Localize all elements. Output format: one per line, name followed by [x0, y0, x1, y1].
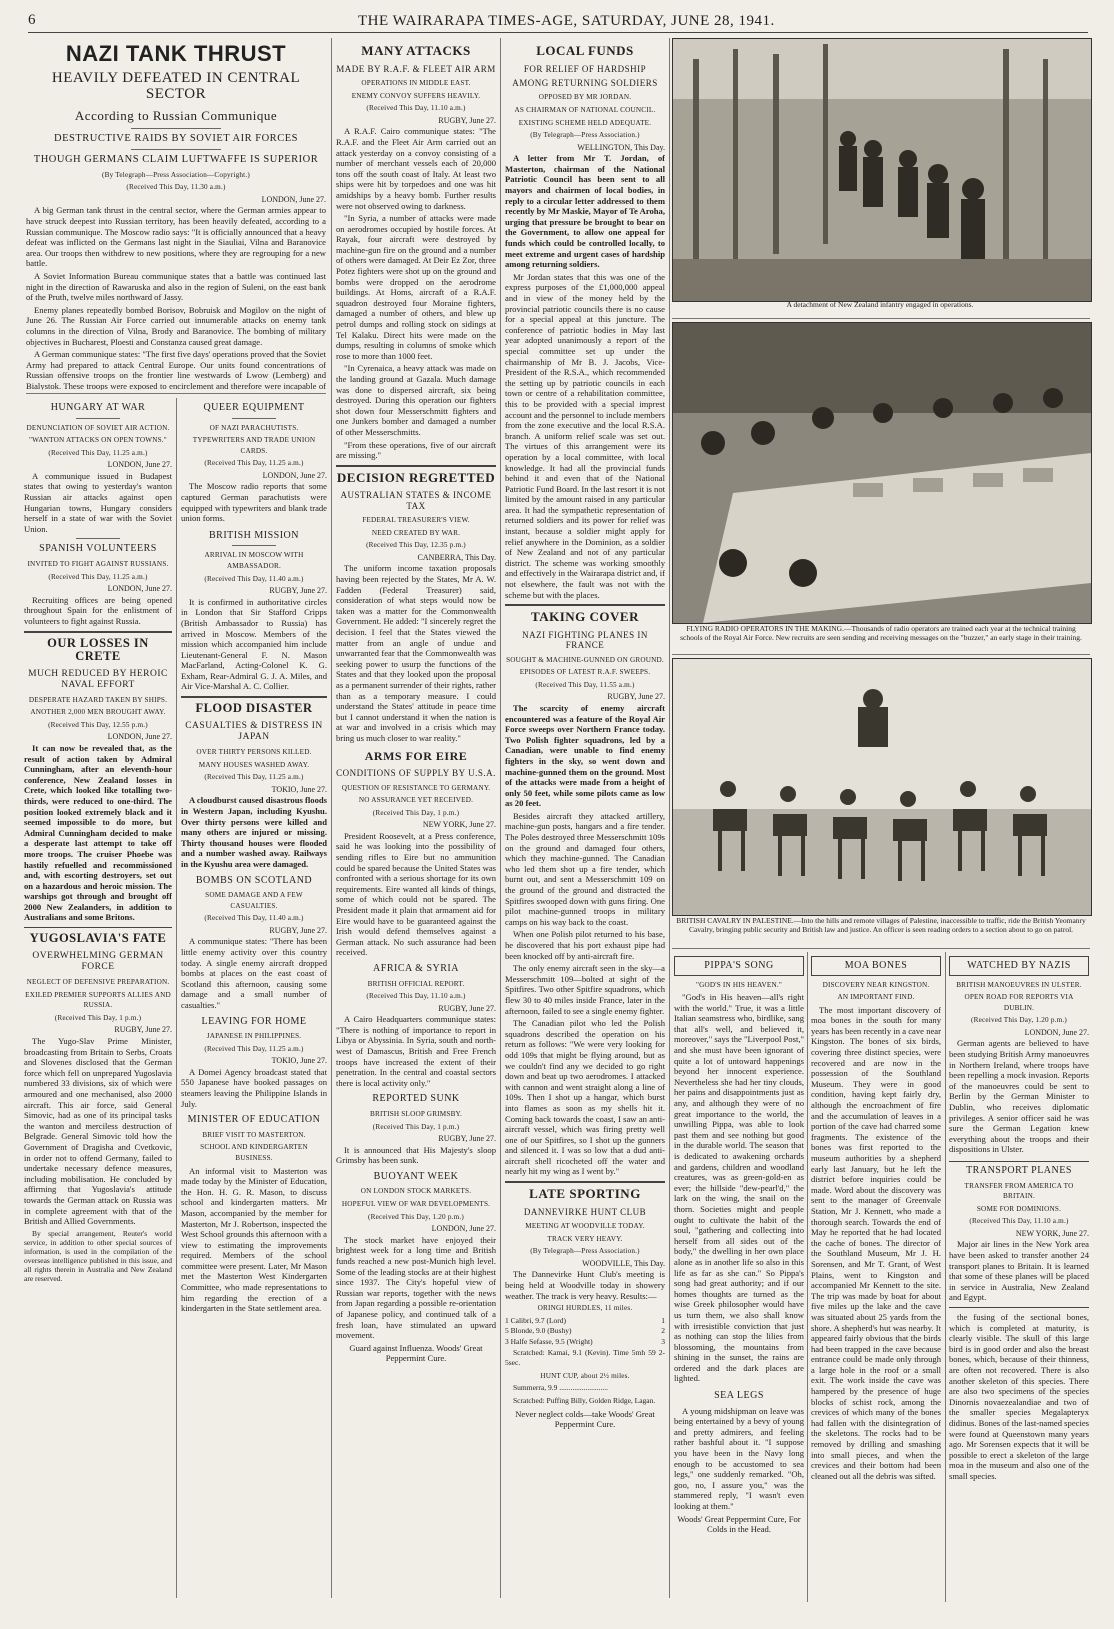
- subheadline: NO ASSURANCE YET RECEIVED.: [358, 796, 474, 805]
- subheadline: MUCH REDUCED BY HEROIC NAVAL EFFORT: [28, 668, 168, 690]
- received-line: (Received This Day, 11.30 a.m.): [126, 183, 226, 192]
- dateline: NEW YORK, June 27.: [422, 820, 496, 830]
- dateline: RUGBY, June 27.: [269, 925, 327, 935]
- divider: [336, 465, 496, 467]
- received-line: (Received This Day, 11.25 a.m.): [204, 1044, 304, 1053]
- photo-caption: FLYING RADIO OPERATORS IN THE MAKING.—Thousands of radio operators are trained each year at the technical training schools of the Royal Air Force. New recruits are seen sending and receiving messages on the "buzzer," an early stage in their training.: [680, 624, 1082, 642]
- paragraph: German agents are believed to have been studying British Army manoeuvres in Northern Ireland, where troops have been repelling a mock invasion. Reports of the manoeuvres could be sent to Berlin by the German Minister to Dublin, who receives diplomatic privileges. A senior officer said he was sure the German Legation knew everything about the troops and their dispositions in Ulster.: [949, 1038, 1089, 1155]
- subheadline: NEGLECT OF DEFENSIVE PREPARATION.: [26, 978, 170, 987]
- subheadline: QUESTION OF RESISTANCE TO GERMANY.: [341, 783, 491, 792]
- photo-radio-operators: [672, 322, 1092, 624]
- subheadline: SCHOOL AND KINDERGARTEN BUSINESS.: [200, 1143, 308, 1162]
- cavalry-image: [673, 659, 1091, 915]
- headline-spain: SPANISH VOLUNTEERS: [39, 543, 157, 555]
- subheadline: BRITISH SLOOP GRIMSBY.: [369, 1109, 463, 1118]
- paragraph: It can now be revealed that, as the result of action taken by Admiral Cunningham, after an eleventh-hour conference, New Zealand losses in Crete, which looked like totalling two-thirds, were reduced to one-third. The position looked extremely black and it seemed impossible to do more, but Admiral Cunningham decided to make a desperate last attempt to take off more troops. The cruiser Phoebe was hastily refuelled and recommissioned and, with escorting destroyers, set out on a hazardous and heroic mission. The warships got through and brought off 2000 New Zealanders, in addition to Australians and some Britons.: [24, 742, 172, 923]
- paragraph: Besides aircraft they attacked artillery, machine-gun posts, hangars and a fire tender. The Poles destroyed three Messerschmitt 109s on the ground and damaged four others, which they machine-gunned. The Canadian who led them shot up a fire tender, which burnt out, and sent a Messerschmitt 109 on the ground of the ground and distracted the Spitfires swooped down with guns firing. One pilot machine-gunned troops in military camps on his way back to the coast.: [505, 810, 665, 927]
- subheadline: SOUGHT & MACHINE-GUNNED ON GROUND.: [506, 655, 664, 664]
- subheadline: DESPERATE HAZARD TAKEN BY SHIPS.: [28, 695, 168, 704]
- table-row: [505, 1316, 665, 1327]
- masthead-title: THE WAIRARAPA TIMES-AGE, SATURDAY, JUNE 28, 1941.: [358, 13, 775, 29]
- headline-queer-equipment: QUEER EQUIPMENT: [203, 402, 305, 413]
- paragraph: It is announced that His Majesty's sloop Grimsby has been sunk.: [336, 1144, 496, 1166]
- subheadline: BRITISH MANOEUVRES IN ULSTER.: [956, 980, 1082, 989]
- paragraph: A letter from Mr T. Jordan, of Masterton, chairman of the National Patriotic Council has been sent to all mayors and chairmen of local bodies, in reply to a circular letter addressed to them recently by Mr Maskie, Mayor of Te Aroha, urging that pressure be brought to bear on the Government, to allow one appeal for funds which could be controlled locally, to meet extreme and urgent cases of hardship among returning soldiers.: [505, 153, 665, 270]
- paragraph: The Moscow radio reports that some captured German parachutists were equipped with typewriters and blank trade union forms.: [181, 481, 327, 524]
- dateline: CANBERRA, This Day.: [417, 552, 496, 562]
- divider: [505, 604, 665, 606]
- received-line: (Received This Day, 11.25 a.m.): [204, 459, 304, 468]
- column-rule: [669, 38, 670, 1598]
- headline-moa-bones: MOA BONES: [811, 956, 941, 976]
- headline-crete: OUR LOSSES IN CRETE: [47, 635, 149, 663]
- article-nazi-tank-thrust: [26, 38, 326, 390]
- subheadline: SOME DAMAGE AND A FEW CASUALTIES.: [205, 891, 303, 910]
- subheadline: EXISTING SCHEME HELD ADEQUATE.: [518, 118, 652, 127]
- column-5: [674, 952, 804, 1602]
- credit-line: (By Telegraph—Press Association—Copyright.): [102, 170, 250, 179]
- subheadline: OF NAZI PARACHUTISTS.: [209, 423, 299, 432]
- subheadline: THOUGH GERMANS CLAIM LUFTWAFFE IS SUPERIOR: [33, 153, 319, 165]
- subheadline: OPPOSED BY MR JORDAN.: [538, 93, 632, 102]
- paragraph: The Dannevirke Hunt Club's meeting is being held at Woodville today in showery weather. The track is very heavy. Results:—: [505, 1269, 665, 1301]
- headline-arms-eire: ARMS FOR EIRE: [364, 748, 468, 763]
- paragraph: A communique issued in Budapest states that owing to yesterday's wanton Russian air attacks against open Hungarian towns, Hungary considers herself in a state of war with the Soviet Union.: [24, 470, 172, 534]
- divider: [232, 418, 276, 419]
- divider: [131, 128, 221, 129]
- column-rule: [331, 38, 332, 1598]
- headline-transport-planes: TRANSPORT PLANES: [949, 1161, 1089, 1177]
- paragraph: Mr Jordan states that this was one of the express purposes of the £1,000,000 appeal and in view of the money held by the provincial patriotic councils there is no cause for a special appeal at this juncture. The conference of patriotic bodies in May last year adopted unanimously a report of the special committee set up under the chairmanship of Mr B. J. Jacobs, Vice-President of the R.S.A., which recommended the setting up by patriotic councils in each town or centre of a rehabilitation committee, this to be provided with a special imprest account and the personnel to include members from the zone executive and the local R.S.A. branch. A uniform relief scale was set out. The virtues of this arrangement were its operation by a local committee, with local knowledge. It had all the provincial funds behind it and even that of the National Patriotic Fund Board. In the last resort it is not limited by the amount raised in any particular area. It had the sympathetic representation of returned soldiers and its power for relief was instant, because a soldier might apply for relief anywhere in the Dominion, as a soldier of New Zealand and not of any particular district. The scheme was working smoothly and effectively in the Wairarapa district and, if not elsewhere, the fault was not with the scheme but with the places.: [505, 271, 665, 600]
- radio-operators-image: [673, 323, 1091, 623]
- photo-caption: A detachment of New Zealand infantry engaged in operations.: [786, 300, 974, 309]
- subheadline: TRANSFER FROM AMERICA TO BRITAIN.: [964, 1181, 1074, 1201]
- subheadline: MANY HOUSES WASHED AWAY.: [198, 760, 310, 769]
- paragraph: The stock market have enjoyed their brightest week for a long time and British funds reached a new post-Munich high level. Some of the leading stocks are at their highest since 1937. The City's hopeful view of Russian war reports, together with the news from Japan regarding a possible re-orientation of Japanese policy, and continued talk of a fresh loan, have stimulated an upward movement.: [336, 1234, 496, 1341]
- column-2-lower: [181, 398, 327, 1598]
- infantry-image: [673, 39, 1091, 301]
- subheadline: MEETING AT WOODVILLE TODAY.: [525, 1222, 645, 1231]
- subheadline: BRITISH OFFICIAL REPORT.: [367, 979, 465, 988]
- paragraph: The uniform income taxation proposals having been rejected by the States, Mr A. W. Fadden (Federal Treasurer) said, consideration of what steps would now be taken was a matter for the Commonwealth Government. He added: "I sincerely regret the decision. I feel that the States viewed the matter from an angle of undue and unwarranted fear that the Commonwealth was seeking power to usurp the functions of the States and that they looked upon the proposal as a permanent surrender of their rights, rather than as a temporary measure. I could understand the States' attitude in peace time but I cannot understand it when the nation is at war and involved in a crisis which may bring us much closer to war reality.": [336, 563, 496, 743]
- subheadline: HOPEFUL VIEW OF WAR DEVELOPMENTS.: [341, 1200, 491, 1208]
- place-cell: 3: [661, 1336, 665, 1346]
- received-line: (Received This Day, 11.40 a.m.): [204, 914, 304, 923]
- received-line: (Received This Day, 12.55 p.m.): [48, 720, 148, 729]
- received-line: (Received This Day, 11.25 a.m.): [48, 448, 148, 457]
- table-row: [505, 1337, 665, 1348]
- subheadline: AS CHAIRMAN OF NATIONAL COUNCIL.: [514, 105, 656, 114]
- paragraph: The Canadian pilot who led the Polish squadrons described the operation on his return as follows: "We were very looking for odd 109s that might be flying around, but as we couldn't find any we decided to go right down and beat up two aerodromes. I attacked with cannon and went straight along a line of 109s. Then I shot up a hangar, which burst into flames as soon as my shells hit it. Coming back towards the coast, I saw an anti-aircraft vessel, which was firing pretty well one of our Spitfires, so I shot up the gunners and silenced it. I was so low that a dud anti-aircraft shell ricocheted off the water and nearly hit my wing as I went by.": [505, 1018, 665, 1177]
- subheadline: DENUNCIATION OF SOVIET AIR ACTION.: [26, 423, 170, 432]
- headline-pippas-song: PIPPA'S SONG: [674, 956, 804, 976]
- paragraph: A Soviet Information Bureau communique states that a battle was continued last night in the direction of Rawaruska and also in the region of Suleni, on the east bank of the Pruth, twelve miles northward of Jassy.: [26, 271, 326, 303]
- divider: [181, 696, 327, 698]
- subheadline: ARRIVAL IN MOSCOW WITH AMBASSADOR.: [204, 551, 304, 570]
- subheadline: ANOTHER 2,000 MEN BROUGHT AWAY.: [30, 708, 166, 717]
- received-line: (Received This Day, 1.20 p.m.): [367, 1212, 465, 1221]
- column-3: [336, 40, 496, 1602]
- subheadline: CASUALTIES & DISTRESS IN JAPAN: [185, 721, 323, 743]
- headline-flood: FLOOD DISASTER: [195, 701, 313, 716]
- advertisement: Never neglect colds—take Woods' Great Peppermint Cure.: [515, 1408, 655, 1430]
- headline-sea-legs: SEA LEGS: [714, 1390, 764, 1402]
- paragraph: A R.A.F. Cairo communique states: "The R.A.F. and the Fleet Air Arm carried out an attack yesterday on a convoy consisting of a number of merchant vessels each of 20,000 tons off the south coast of Italy. At least two ships were hit by torpedoes and one was hit amidships by a heavy bomb. Further results were not observed owing to darkness.: [336, 126, 496, 211]
- headline-many-attacks: MANY ATTACKS: [361, 43, 471, 58]
- photo-cavalry: [672, 658, 1092, 916]
- dateline: TOKIO, June 27.: [271, 1056, 327, 1066]
- headline: NAZI TANK THRUST: [65, 41, 287, 66]
- masthead: [28, 10, 1088, 33]
- headline-taking-cover: TAKING COVER: [531, 609, 639, 625]
- subheadline: SOME FOR DOMINIONS.: [976, 1204, 1062, 1213]
- received-line: (Received This Day, 11.10 a.m.): [969, 1217, 1069, 1226]
- column-rule: [807, 952, 808, 1602]
- divider: [76, 538, 120, 539]
- place-cell: 1: [661, 1315, 665, 1325]
- subheadline: According to Russian Communique: [74, 107, 278, 123]
- headline-minister-education: MINISTER OF EDUCATION: [187, 1114, 321, 1126]
- subheadline: FEDERAL TREASURER'S VIEW.: [362, 516, 470, 525]
- paragraph: A big German tank thrust in the central sector, where the German armies appear to have struck deepest into Russian territory, has been heavily defeated, according to a Russian communique. The Moscow radio says: "It is officially announced that a heavy defeat was inflicted on the Germans last night in the Siauliai, Vilna and Baranovice area. Our troops then withdrew to new positions, where they are regrouping for a new battle.: [26, 205, 326, 269]
- dateline: RUGBY, June 27.: [114, 1025, 172, 1035]
- subheadline: DESTRUCTIVE RAIDS BY SOVIET AIR FORCES: [54, 132, 298, 144]
- subheadline: TRACK VERY HEAVY.: [547, 1234, 623, 1243]
- headline-british-mission: BRITISH MISSION: [208, 529, 299, 541]
- subheadline: MADE BY R.A.F. & FLEET AIR ARM: [336, 63, 496, 74]
- paragraph: It is confirmed in authoritative circles in London that Sir Stafford Cripps (British Ambassador to Russia) has arrived in Moscow. Members of the mission which accompanied him include Lieutenant-General F. N. Mason MacFarland, Acting-Colonel K. G. Exham, Rear-Admiral G. J. A. Miles, and Air Vice-Marshal A. C. Collier.: [181, 596, 327, 692]
- subheadline: ON LONDON STOCK MARKETS.: [360, 1187, 472, 1196]
- dateline: NEW YORK, June 27.: [1015, 1228, 1089, 1238]
- dateline: RUGBY, June 27.: [438, 115, 496, 125]
- dateline: RUGBY, June 27.: [607, 692, 665, 702]
- dateline: LONDON, June 27.: [1024, 1027, 1089, 1037]
- race-title: ORINGI HURDLES, 11 miles.: [537, 1304, 633, 1313]
- dateline: RUGBY, June 27.: [269, 586, 327, 596]
- paragraph: The most important discovery of moa bones in the south for many years has been recently in a cave near Kingston. The bones of six birds, covering three distinct species, were recovered and are now in the possession of the Southland Museum. They were in good condition, having kept fairly dry, although the encroachment of fire and the accumulation of leaves in a portion of the cave had charred some fragments. The existence of the bones was first reported to the museum authorities by a shepherd early last January, but he left the district before inquiries could be made. Word about the discovery was sent to the manager of Greenvale Station, Mr J. Kennett, who made a thorough search. Towards the end of May he reported that he had located the cache of bones. The director of the Southland Museum, Mr J. H. Sorensen, and Mr T. Grant, of West Plains, went to Kingston and accompanied Mr Kennett to the site. The trip was made by boat for about five miles up the lake and the cave was situated about 25 yards from the shore. A shepherd's hut was nearby. It appeared fairly obvious that the birds had been trapped in the cave because entrance could be made only through a large hole in the roof or a small exit. The work inside the cave was hampered by the presence of huge blocks of schist rock, among the crevices of which many of the bones had fallen with the disintegration of the skeletons. The rocks had to be removed by drilling and smashing into small pieces, and when the crevices and their bottom had been cleaned out all the debris was sifted.: [811, 1004, 941, 1481]
- headline-watched-by-nazis: WATCHED BY NAZIS: [949, 956, 1089, 976]
- paragraph: The Yugo-Slav Prime Minister, broadcasting from Britain to Serbs, Croats and Slovenes disclosed that the German force which fell on unprepared Yugoslavia numbered 33 divisions, six of which were armoured and one mechanised, also 2000 aircraft. This air force, said General Simovic, had as one of its principal tasks the wanton and merciless destruction of Belgrade. General Simovic told how the Government of Dragisha and Cvetkovic, in order not to offend Germany, failed to undertake necessary defence measures, including mobilisation. He concluded by affirming that Yugoslavia's attitude towards the German attack on Russia was in complete agreement with that of the British and Allied Governments.: [24, 1036, 172, 1227]
- paragraph: "In Syria, a number of attacks were made on aerodromes occupied by hostile forces. At Rayak, four aircraft were destroyed by machine-gun fire on the ground and a number of others were damaged. At Deir Ez Zor, three Potez fighters were shot up on the ground and bombs were dropped on the aerodrome buildings. At Homs, aircraft of a R.A.F. squadron destroyed four Moraine fighters, damaged a number of others, and blew up petrol dumps and rolling stock on sidings at Tel Kalaku. Direct hits were made on the dumps, resulting in columns of smoke which rose to more than 1000 feet.: [336, 213, 496, 361]
- headline-decision-regretted: DECISION REGRETTED: [336, 469, 496, 485]
- subheadline: INVITED TO FIGHT AGAINST RUSSIANS.: [27, 559, 169, 568]
- subheadline: JAPANESE IN PHILIPPINES.: [206, 1032, 302, 1041]
- paragraph: A communique states: "There has been little enemy activity over this country today. A single enemy aircraft dropped bombs at places on the east coast of Scotland this afternoon, causing some damage and a small number of casualties.": [181, 936, 327, 1010]
- subheadline: DISCOVERY NEAR KINGSTON.: [822, 980, 930, 989]
- headline-africa-syria: AFRICA & SYRIA: [373, 963, 459, 974]
- subheadline: "GOD'S IN HIS HEAVEN.": [695, 980, 783, 989]
- dateline: LONDON, June 27.: [262, 470, 327, 480]
- divider: [672, 654, 1090, 655]
- subheadline: OPERATIONS IN MIDDLE EAST.: [361, 78, 471, 87]
- paragraph: A young midshipman on leave was being entertained by a bevy of young and pretty admirers, and feeling rather bashful about it. "I suppose you have been in the Navy long enough to be accustomed to sea legs," one suddenly remarked. "Oh, goo, no, I assure you," was the stammered reply, "I wasn't even looking at them.": [674, 1405, 804, 1511]
- credit-line: (By Telegraph—Press Association.): [530, 131, 640, 140]
- subheadline: ENEMY CONVOY SUFFERS HEAVILY.: [351, 91, 481, 100]
- dateline: TOKIO, June 27.: [271, 784, 327, 794]
- paragraph: "In Cyrenaica, a heavy attack was made on the landing ground at Gazala. Much damage was done to dispersed aircraft, six being destroyed. During this operation our fighters shot down four Messerschmitt fighters and one Junkers bomber and damaged a number of other Messerschmitts.: [336, 363, 496, 437]
- subheadline: EXILED PREMIER SUPPORTS ALLIES AND RUSSIA.: [25, 990, 171, 1010]
- paragraph: A Cairo Headquarters communique states: "There is nothing of importance to report in Libya or Abyssinia. In Syria, south and north-west of Damascus, British and Free French troops have increased the extent of their penetration. In the central and coastal sectors there is local activity only.": [336, 1014, 496, 1088]
- horse-cell: 3 Halfe Sefasse, 9.5 (Wright): [505, 1336, 593, 1346]
- received-line: (Received This Day, 11.25 a.m.): [48, 572, 148, 581]
- paragraph: A cloudburst caused disastrous floods in Western Japan, including Kyushu. Over thirty persons were killed and many others are injured or missing. Thirty thousand houses were flooded and a number washed away. Railways in the Kyushu area were damaged.: [181, 795, 327, 869]
- dateline: LONDON, June 27.: [431, 1224, 496, 1234]
- paragraph: A Domei Agency broadcast stated that 550 Japanese have booked passages on steamers leaving the Philippine Islands in July.: [181, 1066, 327, 1109]
- horse-cell: 5 Blonde, 9.0 (Bushy): [505, 1326, 572, 1336]
- column-rule: [945, 952, 946, 1602]
- dateline: WOODVILLE, This Day.: [582, 1258, 665, 1268]
- subheadline: FOR RELIEF OF HARDSHIP: [523, 63, 647, 74]
- paragraph: Major air lines in the New York area have been asked to transfer another 24 transport planes to Britain. It is learned that some of these planes will be placed in service in Australia, New Zealand and Egypt.: [949, 1239, 1089, 1303]
- page-number: 6: [28, 12, 36, 28]
- paragraph: President Roosevelt, at a Press conference, said he was looking into the possibility of sending rifles to Eire but no ammunition could be spared because the United States was confronted with a serious shortage for its own requirements. Eire wanted all kinds of things, some of which could not be spared. The President made it plain that armament aid for Eire would have to be guaranteed against the Irish would defend themselves against a German attack. No such assurance had been received.: [336, 830, 496, 958]
- photo-caption: BRITISH CAVALRY IN PALESTINE.—Into the hills and remote villages of Palestine, inaccessible to traffic, ride the British Yeomanry Cavalry, bringing public security and British law and justice. An officer is seen reading orders to a section about to go on patrol.: [676, 916, 1086, 934]
- subheadline: AN IMPORTANT FIND.: [837, 993, 915, 1002]
- divider: [24, 927, 172, 928]
- paragraph: By special arrangement, Reuter's world service, in addition to other special sources of information, is used in the compilation of the overseas intelligence published in this issue, and all rights therein in Australia and New Zealand are reserved.: [24, 1228, 172, 1283]
- dateline: LONDON, June 27.: [107, 732, 172, 742]
- advertisement: Guard against Influenza. Woods' Great Peppermint Cure.: [349, 1342, 483, 1364]
- received-line: (Received This Day, 1 p.m.): [54, 1013, 142, 1022]
- column-1-lower: [24, 398, 172, 1598]
- paragraph: Recruiting offices are being opened throughout Spain for the enlistment of volunteers to fight against Russia.: [24, 594, 172, 626]
- dateline: LONDON, June 27.: [261, 194, 326, 204]
- dateline: LONDON, June 27.: [107, 584, 172, 594]
- results-table: [505, 1316, 665, 1348]
- headline-leaving-home: LEAVING FOR HOME: [201, 1015, 307, 1027]
- received-line: (Received This Day, 11.40 a.m.): [204, 574, 304, 583]
- dateline: RUGBY, June 27.: [438, 1003, 496, 1013]
- subheadline: HEAVILY DEFEATED IN CENTRAL SECTOR: [51, 70, 301, 102]
- dateline: RUGBY, June 27.: [438, 1134, 496, 1144]
- column-7: [949, 952, 1089, 1602]
- table-row: [505, 1326, 665, 1337]
- dateline: LONDON, June 27.: [107, 460, 172, 470]
- horse-cell: 1 Calibri, 9.7 (Lord): [505, 1315, 567, 1325]
- divider: [232, 545, 276, 546]
- subheadline: OVERWHELMING GERMAN FORCE: [32, 951, 164, 973]
- subheadline: NAZI FIGHTING PLANES IN FRANCE: [522, 629, 648, 651]
- subheadline: EPISODES OF LATEST R.A.F. SWEEPS.: [519, 668, 651, 677]
- column-rule: [26, 393, 326, 394]
- divider: [672, 948, 1090, 949]
- subheadline: AUSTRALIAN STATES & INCOME TAX: [340, 490, 492, 511]
- race-title: HUNT CUP, about 2½ miles.: [540, 1371, 630, 1380]
- paragraph: Summerra, 9.9 ..........................: [513, 1383, 608, 1393]
- paragraph: Scratched: Kamai, 9.1 (Kevin). Time 5mh 59 2-5sec.: [505, 1347, 665, 1368]
- column-4: [505, 40, 665, 1602]
- received-line: (Received This Day, 11.10 a.m.): [366, 104, 466, 113]
- headline-reported-sunk: REPORTED SUNK: [372, 1093, 460, 1105]
- subheadline: DANNEVIRKE HUNT CLUB: [523, 1206, 647, 1217]
- received-line: (Received This Day, 12.35 p.m.): [366, 541, 466, 550]
- paragraph: A German communique states: "The first five days' operations proved that the Soviet Army had prepared to attack Central Europe. Our units found concentrations of Russian offensive troops on the frontier line westwards of Lwow (Lemberg) and Bialystok. These troops were exposed to encirclement and therefore were incapable of: [26, 349, 326, 390]
- advertisement: Woods' Great Peppermint Cure, For Colds in the Head.: [677, 1513, 801, 1535]
- headline-late-sporting: LATE SPORTING: [529, 1186, 641, 1202]
- subheadline: OPEN ROAD FOR REPORTS VIA DUBLIN.: [964, 993, 1074, 1012]
- received-line: (Received This Day, 1 p.m.): [372, 808, 460, 817]
- divider: [76, 418, 120, 419]
- divider: [505, 1181, 665, 1183]
- paragraph: Enemy planes repeatedly bombed Borisov, Bobruisk and Mogilov on the night of June 26. The Russian Air Force carried out innumerable attacks on enemy tank columns in the direction of Vilna, Brody and Baranovice. The bombing of military objectives in Bucharest, Ploesti and Constanza caused great damage.: [26, 304, 326, 347]
- subheadline: AMONG RETURNING SOLDIERS: [512, 77, 658, 88]
- column-rule: [176, 398, 177, 1598]
- divider: [131, 149, 221, 150]
- paragraph: The only enemy aircraft seen in the sky—a Messerschmitt 109—bolted at sight of the Spitfires. Two other Spitfire squadrons, which flew 30 to 40 miles inside France, later in the afternoon, failed to see a single enemy fighter.: [505, 963, 665, 1016]
- place-cell: 2: [661, 1326, 665, 1336]
- dateline: WELLINGTON, This Day.: [577, 142, 665, 152]
- paragraph: When one Polish pilot returned to his base, he discovered that his port exhaust pipe had been knocked off by anti-aircraft fire.: [505, 929, 665, 961]
- paragraph: An informal visit to Masterton was made today by the Minister of Education, the Hon. H. G. R. Mason, to discuss school and kindergarten matters. Mr Mason, accompanied by the member for Masterton, Mr J. Robertson, inspected the West School grounds this afternoon with a view to estimating the improvements required. Members of the school committee were present. Later, Mr Mason met the Masterton West Kindergarten Committee, who made representations to him regarding the erection of a kindergarten in the State settlement area.: [181, 1165, 327, 1314]
- paragraph: "From these operations, five of our aircraft are missing.": [336, 439, 496, 461]
- received-line: (Received This Day, 11.10 a.m.): [366, 992, 466, 1001]
- received-line: (Received This Day, 11.25 a.m.): [204, 773, 304, 782]
- subheadline: CONDITIONS OF SUPPLY BY U.S.A.: [336, 768, 496, 779]
- subheadline: BRIEF VISIT TO MASTERTON.: [202, 1130, 306, 1139]
- credit-line: (By Telegraph—Press Association.): [530, 1247, 640, 1256]
- received-line: (Received This Day, 1 p.m.): [372, 1122, 460, 1131]
- headline-hungary: HUNGARY AT WAR: [50, 402, 146, 413]
- column-6: [811, 952, 941, 1602]
- subheadline: NEED CREATED BY WAR.: [371, 528, 461, 537]
- subheadline: OVER THIRTY PERSONS KILLED.: [196, 748, 312, 757]
- paragraph: The scarcity of enemy aircraft encountered was a feature of the Royal Air Force sweeps over Northern France today. Two Polish fighter squadrons, led by a Canadian, were unable to find enemy fighters in the sky, so went down and machine-gunned them on the ground. Most of the attacks were made from a height of only 50 feet, while some pilots came as low as 20 feet.: [505, 702, 665, 809]
- divider: [672, 318, 1090, 319]
- subheadline: TYPEWRITERS AND TRADE UNION CARDS.: [192, 436, 316, 455]
- column-rule: [500, 38, 501, 1598]
- subheadline: "WANTON ATTACKS ON OPEN TOWNS.": [29, 436, 167, 445]
- paragraph: Scratched: Puffing Billy, Golden Ridge, Lagan.: [513, 1395, 656, 1405]
- photo-infantry: [672, 38, 1092, 302]
- paragraph: "God's in His heaven—all's right with the world." True, it was a little Italian seamstress who, birdlike, sang that all's well, and believed it, moreover," says the "Liverpool Post," and she must have been ignorant of quite a lot of untoward happenings beyond her innocent experience. Nevertheless she had her tiny clouds, her pains and disappointments just as any, and although they were of no great importance to the world, the unwilling Pippa, was able to look past them and see nothing but good in the durable world. The season that is dedicated to awakening orchards and gardens, children and woodland creatures, was as green-gold-en as ever; the hillside "dew-pearl'd," the lark on the wing, the snail on the thorn. Societies might and people ought to cultivate the habit of the soul, "gathering and collecting into herself from all sides out of the body," the dwelling in her own place alone as in another life so also in this life as far as she can." So Pippa's song had great authority; and if our homes thoughts are turned as the wise Greek philosopher would have us turn them, we also shall know with irresistible conviction that just as nothing can stop the lilies from blossoming, the mountains from shining in the sunset, the rains are ordered and the dark places are lighted.: [674, 992, 804, 1384]
- headline-local-funds: LOCAL FUNDS: [536, 43, 634, 58]
- received-line: (Received This Day, 1.20 p.m.): [970, 1016, 1068, 1025]
- headline-buoyant-week: BUOYANT WEEK: [373, 1170, 459, 1182]
- divider: [24, 631, 172, 633]
- paragraph: the fusing of the sectional bones, which is completed at maturity, is clearly visible. The skull of this large bird is in good order and also the breast bones, which, because of their thinness, are often not recovered. There is also another skeleton of this species. There are also two specimens of the species Dinornis novaezealandiae and two of the smaller species Megalapteryx didinus. Bones of the last-named species were found at Queenstown many years ago. Mr Sorensen expects that it will be possible to erect a skeleton of the large moa in the museum and also one of the small species.: [949, 1312, 1089, 1481]
- divider: [949, 1307, 1089, 1308]
- received-line: (Received This Day, 11.55 a.m.): [535, 680, 635, 689]
- headline-yugoslavia: YUGOSLAVIA'S FATE: [29, 931, 167, 946]
- headline-bombs-scotland: BOMBS ON SCOTLAND: [195, 874, 313, 886]
